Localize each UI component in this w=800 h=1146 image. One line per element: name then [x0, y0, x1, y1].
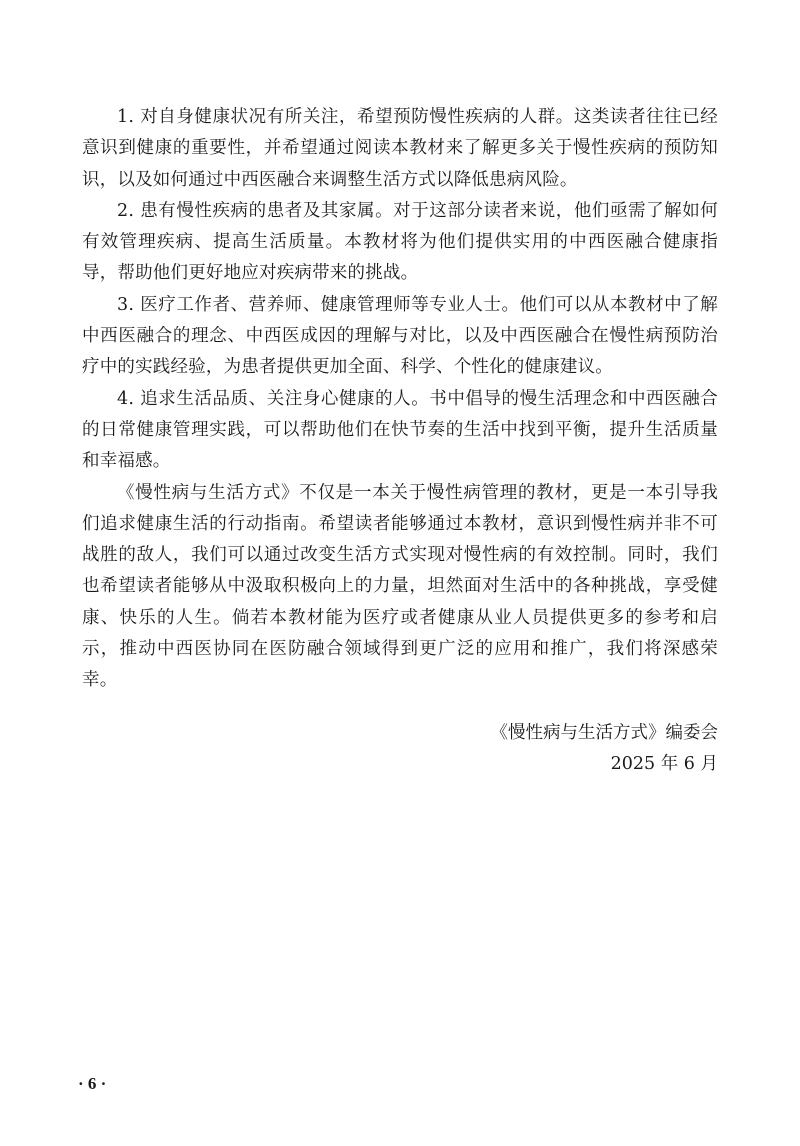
signature-block: [491, 718, 719, 780]
page-number: · 6 ·: [78, 1074, 107, 1093]
paragraph-reader-group-1: 1. 对自身健康状况有所关注，希望预防慢性疾病的人群。这类读者往往已经意识到健康的重要性，并希望通过阅读本教材来了解更多关于慢性疾病的预防知识，以及如何通过中西医融合来调整生活方式以降低患病风险。: [82, 107, 718, 190]
paragraph-reader-group-2: 2. 患有慢性疾病的患者及其家属。对于这部分读者来说，他们亟需了解如何有效管理疾病、提高生活质量。本教材将为他们提供实用的中西医融合健康指导，帮助他们更好地应对疾病带来的挑战。: [82, 200, 718, 284]
signature-date: 2025 年 6 月: [610, 754, 718, 774]
paragraph-reader-group-3: 3. 医疗工作者、营养师、健康管理师等专业人士。他们可以从本教材中了解中西医融合的理念、中西医成因的理解与对比，以及中西医融合在慢性病预防治疗中的实践经验，为患者提供更加全面、科学、个性化的健康建议。: [82, 294, 718, 378]
paragraph-closing: 《慢性病与生活方式》不仅是一本关于慢性病管理的教材，更是一本引导我们追求健康生活的行动指南。希望读者能够通过本教材，意识到慢性病并非不可战胜的敌人，我们可以通过改变生活方式实现对慢性病的有效控制。同时，我们也希望读者能够从中汲取积极向上的力量，坦然面对生活中的各种挑战，享受健康、快乐的人生。倘若本教材能为医疗或者健康从业人员提供更多的参考和启示，推动中西医协同在医防融合领域得到更广泛的应用和推广，我们将深感荣幸。: [82, 482, 718, 691]
paragraph-reader-group-4: 4. 追求生活品质、关注身心健康的人。书中倡导的慢生活理念和中西医融合的日常健康管理实践，可以帮助他们在快节奏的生活中找到平衡，提升生活质量和幸福感。: [82, 388, 718, 472]
editorial-committee: 《慢性病与生活方式》编委会: [490, 723, 718, 743]
document-body: [82, 102, 718, 697]
